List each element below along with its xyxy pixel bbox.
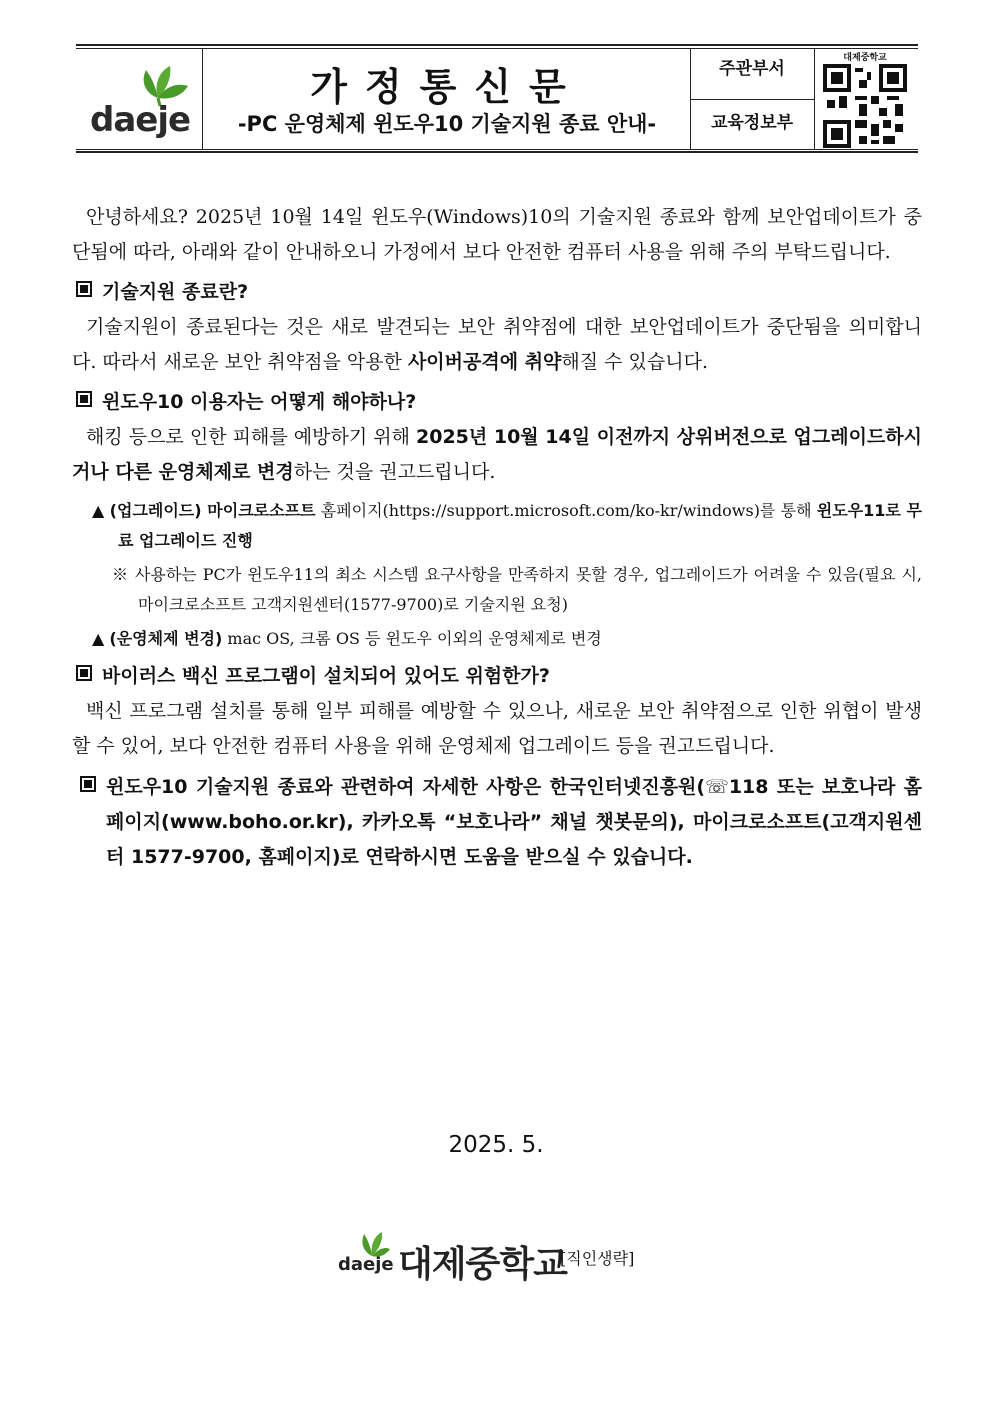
- square-bullet-icon: [76, 665, 92, 681]
- section2-body: 해킹 등으로 인한 피해를 예방하기 위해 2025년 10월 14일 이전까지 상위버전으로 업그레이드하시거나 다른 운영체제로 변경하는 것을 권고드립니다.: [72, 426, 922, 483]
- top-rule: [76, 44, 918, 46]
- divider: [814, 48, 815, 150]
- school-logo: [88, 58, 198, 140]
- qr-code[interactable]: [821, 50, 909, 148]
- dept-value: 교육정보부: [710, 113, 794, 133]
- closing-paragraph: 윈도우10 기술지원 종료와 관련하여 자세한 사항은 한국인터넷진흥원(☏118 또는 보호나라 홈페이지(www.boho.or.kr), 카카오톡 “보호나라” 채널 챗봇문의), 마이크로소프트(고객지원센터 1577-9700, 홈페이지)로 연락하시면 도움을 받으실 수 있습니다.: [72, 770, 922, 875]
- school-signature: [338, 1228, 668, 1288]
- note: ※ 사용하는 PC가 윈도우11의 최소 시스템 요구사항을 만족하지 못할 경우, 업그레이드가 어려울 수 있음(필요 시, 마이크로소프트 고객지원센터(1577-9700)로 기술지원 요청): [112, 565, 922, 614]
- square-bullet-icon: [80, 776, 96, 792]
- triangle-bullet-icon: ▲: [92, 501, 110, 520]
- qr-code-icon: [823, 64, 907, 148]
- bottom-rule: [76, 151, 918, 153]
- header-table: [76, 44, 918, 154]
- page-title: 가정통신문: [310, 65, 584, 109]
- triangle-bullet-icon: ▲: [92, 629, 110, 648]
- section-heading: 바이러스 백신 프로그램이 설치되어 있어도 위험한가?: [72, 659, 922, 694]
- seal-omitted: [직인생략]: [560, 1249, 635, 1268]
- list-item: ▲ (운영체제 변경) mac OS, 크롬 OS 등 윈도우 이외의 운영체제로 변경: [92, 629, 602, 648]
- section-heading: 윈도우10 이용자는 어떻게 해야하나?: [72, 385, 922, 420]
- page-subtitle: -PC 운영체제 윈도우10 기술지원 종료 안내-: [237, 112, 657, 136]
- square-bullet-icon: [76, 391, 92, 407]
- dept-divider: [690, 99, 814, 100]
- footer-logo-wordmark: daeje: [338, 1254, 394, 1275]
- section1-body: 기술지원이 종료된다는 것은 새로 발견되는 보안 취약점에 대한 보안업데이트가 중단됨을 의미합니다. 따라서 새로운 보안 취약점을 악용한 사이버공격에 취약해질 수 있습니다.: [72, 316, 922, 373]
- notice-body: [72, 200, 922, 875]
- school-name: 대제중학교: [398, 1244, 567, 1285]
- section-heading: 기술지원 종료란?: [72, 275, 922, 310]
- qr-caption: 대제중학교: [843, 53, 887, 63]
- logo-wordmark: daeje: [90, 100, 191, 140]
- divider: [202, 48, 203, 150]
- intro-paragraph: 안녕하세요? 2025년 10월 14일 윈도우(Windows)10의 기술지원 종료와 함께 보안업데이트가 중단됨에 따라, 아래와 같이 안내하오니 가정에서 보다 안전한 컴퓨터 사용을 위해 주의 부탁드립니다.: [72, 206, 922, 263]
- issue-date: 2025. 5.: [448, 1132, 544, 1158]
- dept-label: 주관부서: [719, 59, 785, 79]
- list-item: ▲ (업그레이드) 마이크로소프트 홈페이지(https://support.microsoft.com/ko-kr/windows)를 통해 윈도우11로 무료 업그레이드 진행: [92, 501, 923, 550]
- section3-body: 백신 프로그램 설치를 통해 일부 피해를 예방할 수 있으나, 새로운 보안 취약점으로 인한 위협이 발생할 수 있어, 보다 안전한 컴퓨터 사용을 위해 운영체제 업그레이드 등을 권고드립니다.: [72, 700, 922, 757]
- square-bullet-icon: [76, 281, 92, 297]
